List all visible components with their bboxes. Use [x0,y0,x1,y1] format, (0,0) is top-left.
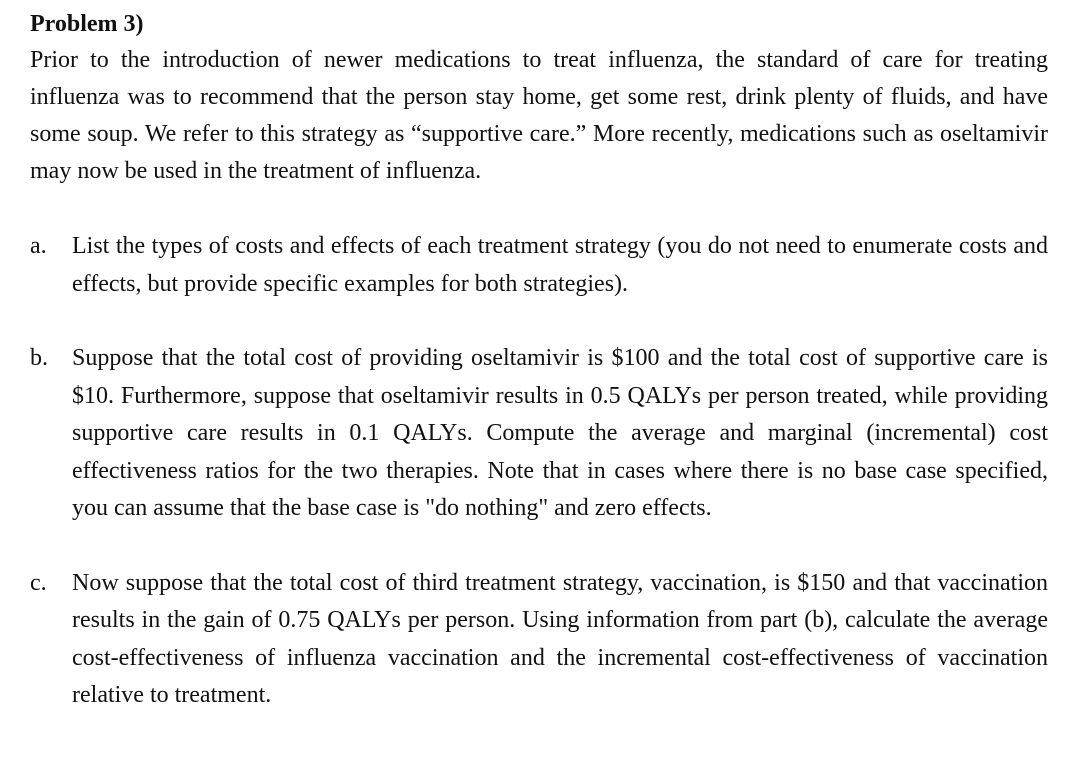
problem-title: Problem 3) [30,11,144,37]
part-b [30,340,1048,528]
part-a-text: List the types of costs and effects of each treatment strategy (you do not need to enumerate costs and effects, but provide specific examples for both strategies). [72,233,1048,297]
part-c-marker: c. [30,569,47,596]
problem-parts-list [30,228,1048,715]
part-a-marker: a. [30,233,47,259]
part-c [30,565,1048,715]
part-a [30,228,1048,303]
part-b-text: Suppose that the total cost of providing oseltamivir is $100 and the total cost of supportive care is $10. Furthermore, suppose that oseltamivir results in 0.5 QALYs per person treated, while providing supportive care results in 0.1 QALYs. Compute the average and marginal (incremental) cost effectiveness ratios for the two therapies. Note that in cases where there is no base case specified, you can assume that the base case is "do nothing" and zero effects. [72,345,1048,521]
problem-intro: Prior to the introduction of newer medications to treat influenza, the standard of care for treating influenza was to recommend that the person stay home, get some rest, drink plenty of fluids, and have some soup. We refer to this strategy as “supportive care.” More recently, medications such as oseltamivir may now be used in the treatment of influenza. [30,47,1048,184]
part-c-text: Now suppose that the total cost of third treatment strategy, vaccination, is $150 and that vaccination results in the gain of 0.75 QALYs per person. Using information from part (b), calculate the average cost-effectiveness of influenza vaccination and the incremental cost-effectiveness of vaccination relative to treatment. [72,569,1048,708]
problem-document [30,6,1048,715]
part-b-marker: b. [30,345,48,371]
